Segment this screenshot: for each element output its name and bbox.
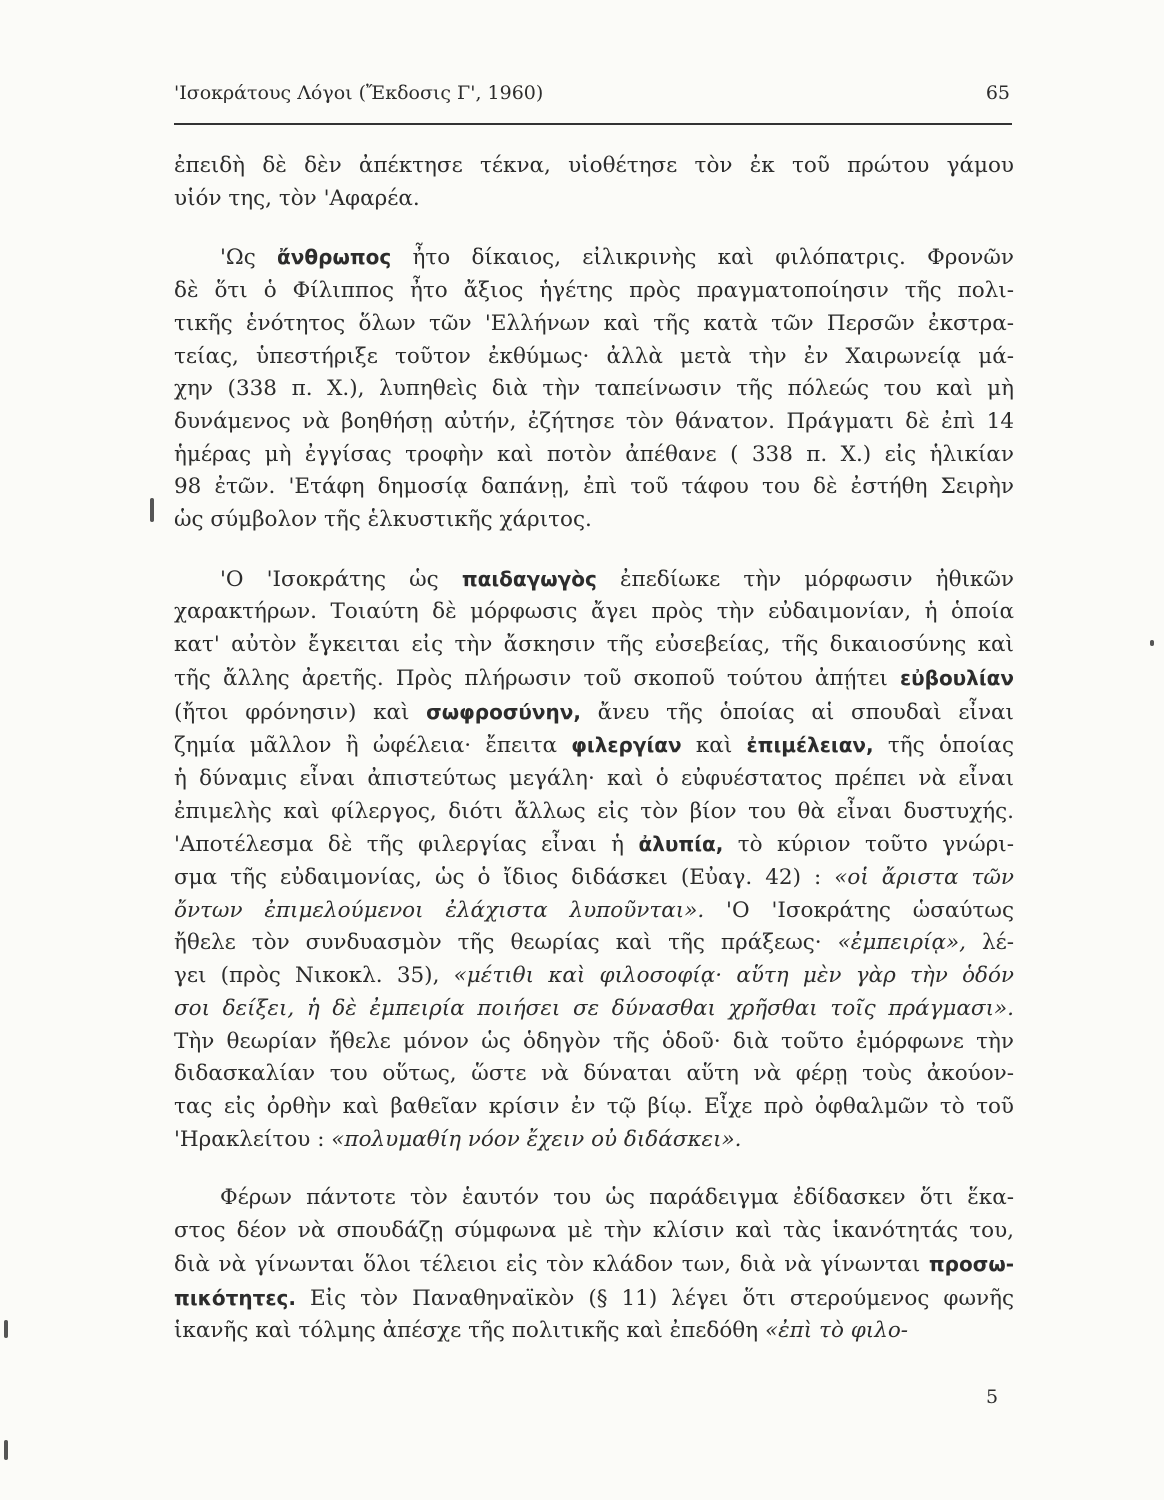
text-line: [174, 150, 1014, 183]
paragraph-gap: [174, 215, 1014, 241]
text-line: [174, 662, 1014, 696]
margin-mark: [150, 498, 154, 522]
paragraph: [174, 150, 1014, 215]
margin-mark: [1150, 640, 1154, 646]
text-line: [174, 504, 1014, 537]
text-run: Φέρων πάντοτε τὸν ἑαυτόν του ὡς παράδειγμα ἐδίδασκεν ὅτι ἕκα-: [220, 1185, 1014, 1211]
text-line: [174, 1058, 1014, 1091]
text-run: τικῆς ἑνότητος ὅλων τῶν 'Ελλήνων καὶ τῆς κατὰ τῶν Περσῶν ἐκστρα-: [174, 310, 1014, 336]
text-line: [174, 729, 1014, 763]
text-line: [174, 183, 1014, 216]
text-line: [174, 596, 1014, 629]
text-run: χην (338 π. Χ.), λυπηθεὶς διὰ τὴν ταπείνωσιν τῆς πόλεώς του καὶ μὴ: [174, 376, 1014, 402]
text-line: [174, 439, 1014, 472]
text-line: [174, 1315, 1014, 1348]
bold-term: ἄνθρωπος: [277, 245, 392, 270]
text-run: ἤθελε τὸν συνδυασμὸν τῆς θεωρίας καὶ τῆς πράξεως·: [174, 930, 838, 956]
bold-term: ἀλυπία,: [638, 832, 724, 857]
running-header: [174, 82, 1010, 104]
text-run: 'Ηρακλείτου :: [174, 1126, 332, 1152]
text-line: [174, 763, 1014, 796]
text-run: ζημία μᾶλλον ἢ ὠφέλεια· ἔπειτα: [174, 733, 572, 759]
text-run: δυνάμενος νὰ βοηθήσῃ αὐτήν, ἐζήτησε τὸν θάνατον. Πράγματι δὲ ἐπὶ 14: [174, 408, 1014, 434]
body-text: [174, 150, 1014, 1348]
page-number: 65: [985, 82, 1010, 104]
bold-term: παιδαγωγὸς: [461, 566, 597, 591]
italic-quote: σοι δείξει, ἡ δὲ ἐμπειρία ποιήσει σε δύνασθαι χρῆσθαι τοῖς πράγμασι».: [174, 995, 1014, 1021]
paragraph-gap: [174, 537, 1014, 563]
text-run: Τὴν θεωρίαν ἤθελε μόνον ὡς ὁδηγὸν τῆς ὁδοῦ· διὰ τοῦτο ἐμόρφωνε τὴν: [174, 1028, 1014, 1054]
text-run: κατ' αὐτὸν ἔγκειται εἰς τὴν ἄσκησιν τῆς εὐσεβείας, τῆς δικαιοσύνης καὶ: [174, 632, 1014, 658]
text-line: [174, 1091, 1014, 1124]
text-run: λέ-: [965, 930, 1015, 956]
text-line: [174, 927, 1014, 960]
signature-mark: 5: [986, 1386, 999, 1408]
header-rule: [174, 123, 1012, 125]
text-run: τείας, ὑπεστήριξε τοῦτον ἐκθύμως· ἀλλὰ μετὰ τὴν ἐν Χαιρωνείᾳ μά-: [174, 343, 1014, 369]
text-run: 'Αποτέλεσμα δὲ τῆς φιλεργίας εἶναι ἡ: [174, 832, 639, 858]
text-line: [174, 828, 1014, 862]
text-run: (ἤτοι φρόνησιν) καὶ: [174, 699, 427, 725]
text-run: διδασκαλίαν του οὕτως, ὥστε νὰ δύναται αὕτη νὰ φέρῃ τοὺς ἀκούον-: [174, 1061, 1014, 1087]
text-run: ἄνευ τῆς ὁποίας αἱ σπουδαὶ εἶναι: [580, 699, 1014, 725]
text-run: υἱόν της, τὸν 'Αφαρέα.: [174, 185, 420, 211]
text-run: ὡς σύμβολον τῆς ἑλκυστικῆς χάριτος.: [174, 507, 592, 533]
margin-mark: [4, 1320, 8, 1338]
paragraph-gap: [174, 1156, 1014, 1182]
text-run: 'Ο 'Ισοκράτης ὡσαύτως: [704, 897, 1014, 923]
text-run: 98 ἐτῶν. 'Ετάφη δημοσίᾳ δαπάνῃ, ἐπὶ τοῦ τάφου του δὲ ἐστήθη Σειρὴν: [174, 474, 1014, 500]
text-run: γει (πρὸς Νικοκλ. 35),: [174, 963, 454, 989]
text-run: 'Ως: [220, 245, 278, 271]
text-run: τας εἰς ὀρθὴν καὶ βαθεῖαν κρίσιν ἐν τῷ βίῳ. Εἶχε πρὸ ὀφθαλμῶν τὸ τοῦ: [174, 1093, 1014, 1119]
text-line: [174, 1215, 1014, 1248]
paragraph: [174, 563, 1014, 1157]
text-line: [174, 241, 1014, 275]
text-run: 'Ο 'Ισοκράτης ὡς: [220, 566, 462, 592]
text-run: τῆς ὁποίας: [873, 733, 1014, 759]
bold-term: ἐπιμέλειαν,: [746, 733, 874, 758]
text-line: [174, 308, 1014, 341]
text-line: [174, 1124, 1014, 1157]
header-title: 'Ισοκράτους Λόγοι (Ἔκδοσις Γ', 1960): [174, 82, 544, 104]
text-line: [174, 960, 1014, 993]
text-line: [174, 862, 1014, 895]
text-run: στος δέον νὰ σπουδάζῃ σύμφωνα μὲ τὴν κλίσιν καὶ τὰς ἱκανότητάς του,: [174, 1218, 1014, 1244]
text-line: [174, 1282, 1014, 1316]
bold-term: πικότητες.: [174, 1285, 296, 1310]
bold-term: εὐβουλίαν: [899, 665, 1014, 690]
text-run: ἡμέρας μὴ ἐγγίσας τροφὴν καὶ ποτὸν ἀπέθανε ( 338 π. Χ.) εἰς ἡλικίαν: [174, 441, 1014, 467]
italic-quote: «ἐμπειρίᾳ»,: [837, 930, 966, 956]
text-run: δὲ ὅτι ὁ Φίλιππος ἦτο ἄξιος ἡγέτης πρὸς πραγματοποίησιν τῆς πολι-: [174, 278, 1014, 304]
text-line: [174, 796, 1014, 829]
text-line: [174, 373, 1014, 406]
italic-quote: «πολυμαθίη νόον ἔχειν οὐ διδάσκει».: [331, 1126, 742, 1152]
text-line: [174, 341, 1014, 374]
text-run: Εἰς τὸν Παναθηναϊκὸν (§ 11) λέγει ὅτι στερούμενος φωνῆς: [295, 1285, 1014, 1311]
paragraph: [174, 241, 1014, 536]
text-line: [174, 1248, 1014, 1282]
text-run: σμα τῆς εὐδαιμονίας, ὡς ὁ ἴδιος διδάσκει (Εὐαγ. 42) :: [174, 865, 835, 891]
text-line: [174, 629, 1014, 662]
text-run: ἐπειδὴ δὲ δὲν ἀπέκτησε τέκνα, υἱοθέτησε τὸν ἐκ τοῦ πρώτου γάμου: [174, 153, 1014, 178]
text-run: χαρακτήρων. Τοιαύτη δὲ μόρφωσις ἄγει πρὸς τὴν εὐδαιμονίαν, ἡ ὁποία: [174, 599, 1014, 625]
italic-quote: ὄντων ἐπιμελούμενοι ἐλάχιστα λυποῦνται».: [174, 897, 705, 923]
text-run: διὰ νὰ γίνωνται ὅλοι τέλειοι εἰς τὸν κλάδον των, διὰ νὰ γίνωνται: [174, 1251, 929, 1277]
text-line: [174, 275, 1014, 308]
text-run: ἡ δύναμις εἶναι ἀπιστεύτως μεγάλη· καὶ ὁ εὐφυέστατος πρέπει νὰ εἶναι: [174, 765, 1014, 791]
text-run: καὶ: [681, 733, 747, 759]
text-line: [174, 406, 1014, 439]
margin-mark: [4, 1440, 8, 1460]
italic-quote: «οἱ ἄριστα τῶν: [834, 865, 1014, 891]
text-line: [174, 895, 1014, 928]
paragraph: [174, 1182, 1014, 1348]
text-run: τῆς ἄλλης ἀρετῆς. Πρὸς πλήρωσιν τοῦ σκοποῦ τούτου ἀπῄτει: [174, 665, 900, 691]
bold-term: φιλεργίαν: [571, 733, 682, 758]
text-run: ἦτο δίκαιος, εἰλικρινὴς καὶ φιλόπατρις. Φρονῶν: [391, 245, 1014, 271]
text-line: [174, 1026, 1014, 1059]
italic-quote: «ἐπὶ τὸ φιλο-: [764, 1318, 909, 1344]
text-run: ἐπιμελὴς καὶ φίλεργος, διότι ἄλλως εἰς τὸν βίον του θὰ εἶναι δυστυχής.: [174, 798, 1014, 824]
bold-term: προσω-: [928, 1251, 1014, 1276]
text-line: [174, 471, 1014, 504]
text-line: [174, 1182, 1014, 1215]
text-run: τὸ κύριον τοῦτο γνώρι-: [723, 832, 1014, 858]
text-line: [174, 993, 1014, 1026]
italic-quote: «μέτιθι καὶ φιλοσοφίᾳ· αὕτη μὲν γὰρ τὴν ὁδόν: [453, 963, 1014, 989]
text-line: [174, 563, 1014, 597]
bold-term: σωφροσύνην,: [426, 699, 581, 724]
text-line: [174, 696, 1014, 730]
text-run: ἱκανῆς καὶ τόλμης ἀπέσχε τῆς πολιτικῆς καὶ ἐπεδόθη: [174, 1318, 765, 1344]
text-run: ἐπεδίωκε τὴν μόρφωσιν ἠθικῶν: [596, 566, 1014, 592]
